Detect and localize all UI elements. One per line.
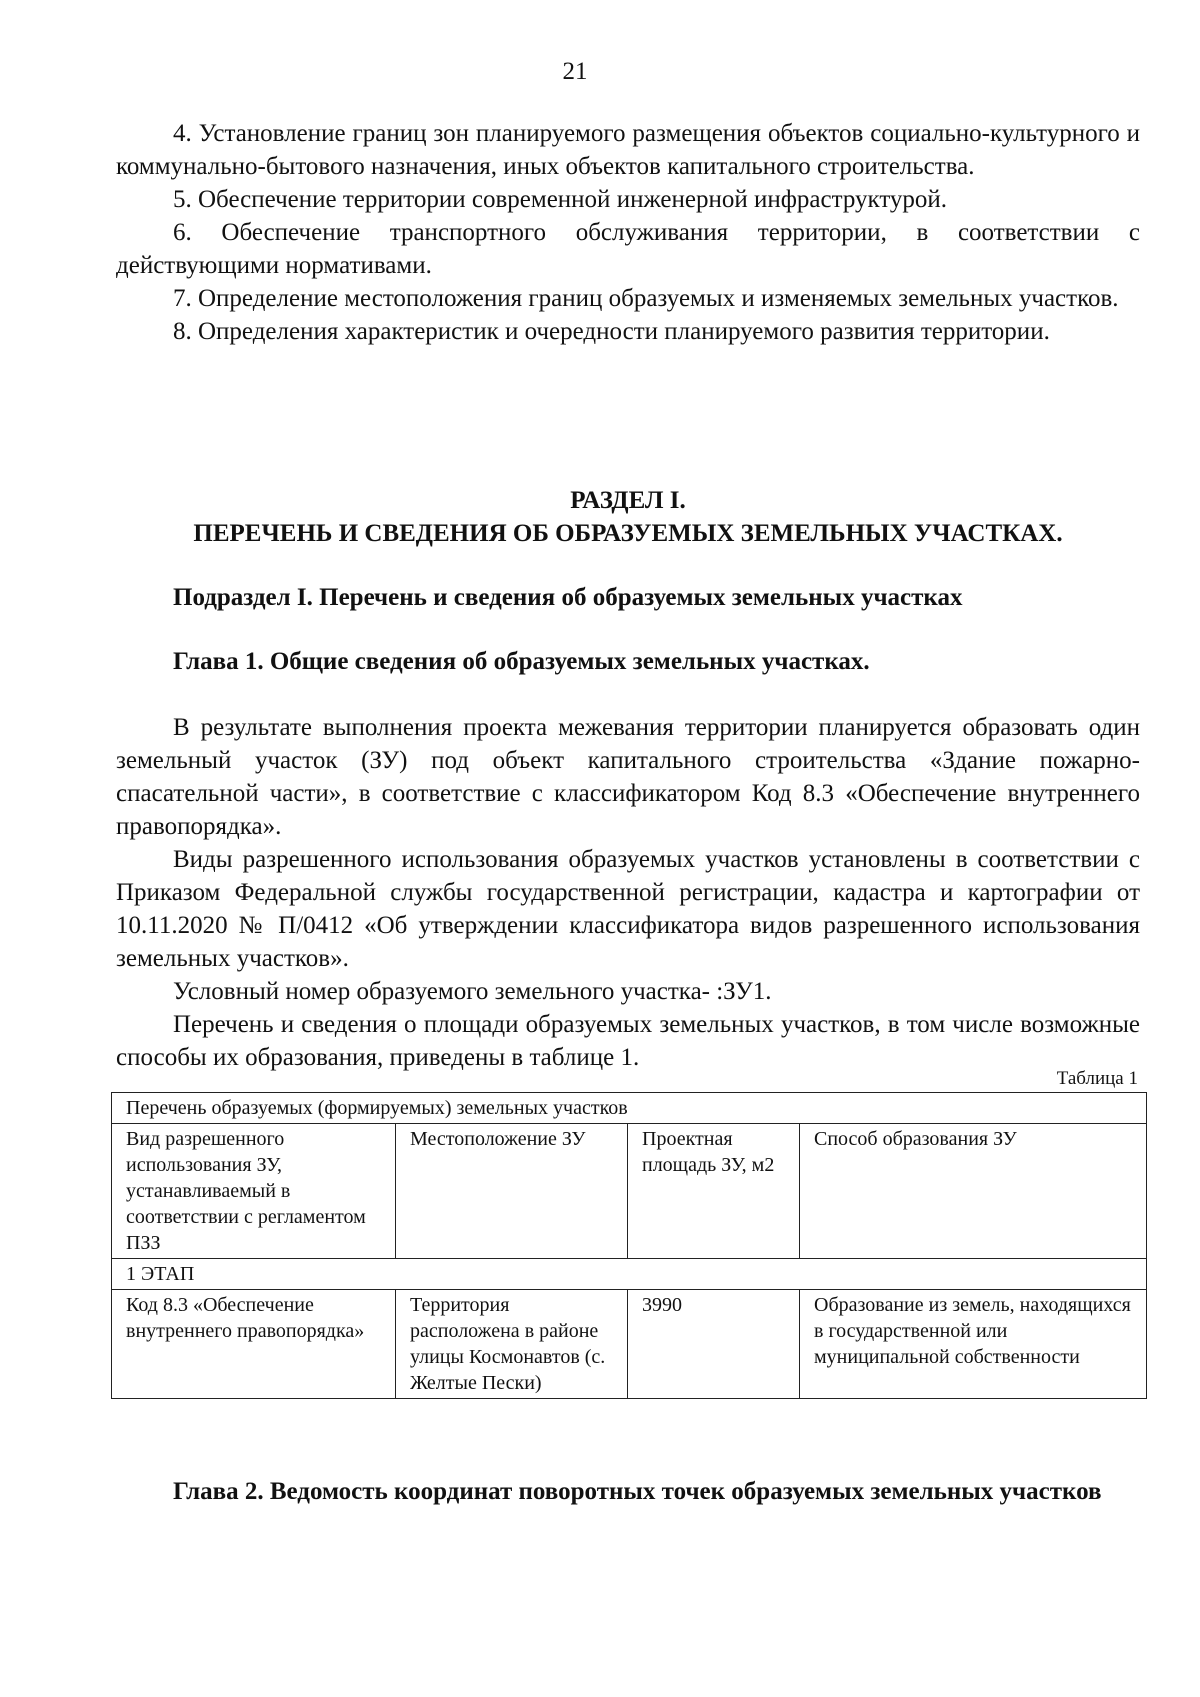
stage-label: 1 ЭТАП (112, 1259, 1147, 1290)
body-text (116, 711, 1140, 1074)
header-area: Проектная площадь ЗУ, м2 (628, 1124, 800, 1259)
page-number: 21 (562, 58, 588, 85)
body-paragraph-1: В результате выполнения проекта межевания территории планируется образовать один земельный участок (ЗУ) под объект капитального строительства «Здание пожарно-спасательной части», в соответствие с классификатором Код 8.3 «Обеспечение внутреннего правопорядка». (116, 714, 1140, 840)
plots-table (111, 1092, 1147, 1399)
subsection-title: Подраздел I. Перечень и сведения об образуемых земельных участках (173, 584, 963, 611)
body-paragraph-3: Условный номер образуемого земельного участка- :ЗУ1. (173, 978, 772, 1005)
cell-permitted-use: Код 8.3 «Обеспечение внутреннего правопорядка» (112, 1290, 396, 1399)
section-title-line1: РАЗДЕЛ I. (570, 487, 686, 514)
chapter2-title: Глава 2. Ведомость координат поворотных точек образуемых земельных участков (173, 1478, 1102, 1505)
table-caption-row (112, 1093, 1147, 1124)
table-label: Таблица 1 (1056, 1068, 1138, 1089)
intro-item-6: 6. Обеспечение транспортного обслуживания территории, в соответствии с действующими нормативами. (116, 219, 1140, 279)
table-stage-row (112, 1259, 1147, 1290)
intro-list (116, 117, 1140, 348)
table-caption: Перечень образуемых (формируемых) земельных участков (112, 1093, 1147, 1124)
body-paragraph-4: Перечень и сведения о площади образуемых земельных участков, в том числе возможные способы их образования, приведены в таблице 1. (116, 1011, 1140, 1071)
chapter1-title: Глава 1. Общие сведения об образуемых земельных участках. (173, 648, 870, 675)
body-paragraph-2: Виды разрешенного использования образуемых участков установлены в соответствии с Приказом Федеральной службы государственной регистрации, кадастра и картографии от 10.11.2020 № П/0412 «Об утверждении классификатора видов разрешенного использования земельных участков». (116, 846, 1140, 972)
section-title-line2: ПЕРЕЧЕНЬ И СВЕДЕНИЯ ОБ ОБРАЗУЕМЫХ ЗЕМЕЛЬНЫХ УЧАСТКАХ. (193, 520, 1063, 547)
cell-formation-method: Образование из земель, находящихся в государственной или муниципальной собственности (800, 1290, 1147, 1399)
header-location: Местоположение ЗУ (396, 1124, 628, 1259)
header-formation-method: Способ образования ЗУ (800, 1124, 1147, 1259)
table-header-row (112, 1124, 1147, 1259)
intro-item-8: 8. Определения характеристик и очередности планируемого развития территории. (173, 318, 1050, 345)
header-permitted-use: Вид разрешенного использования ЗУ, устанавливаемый в соответствии с регламентом ПЗЗ (112, 1124, 396, 1259)
cell-location: Территория расположена в районе улицы Космонавтов (с. Желтые Пески) (396, 1290, 628, 1399)
intro-item-4: 4. Установление границ зон планируемого размещения объектов социально-культурного и коммунально-бытового назначения, иных объектов капитального строительства. (116, 120, 1140, 180)
cell-area: 3990 (628, 1290, 800, 1399)
intro-item-7: 7. Определение местоположения границ образуемых и изменяемых земельных участков. (173, 285, 1119, 312)
intro-item-5: 5. Обеспечение территории современной инженерной инфраструктурой. (173, 186, 948, 213)
table-row (112, 1290, 1147, 1399)
